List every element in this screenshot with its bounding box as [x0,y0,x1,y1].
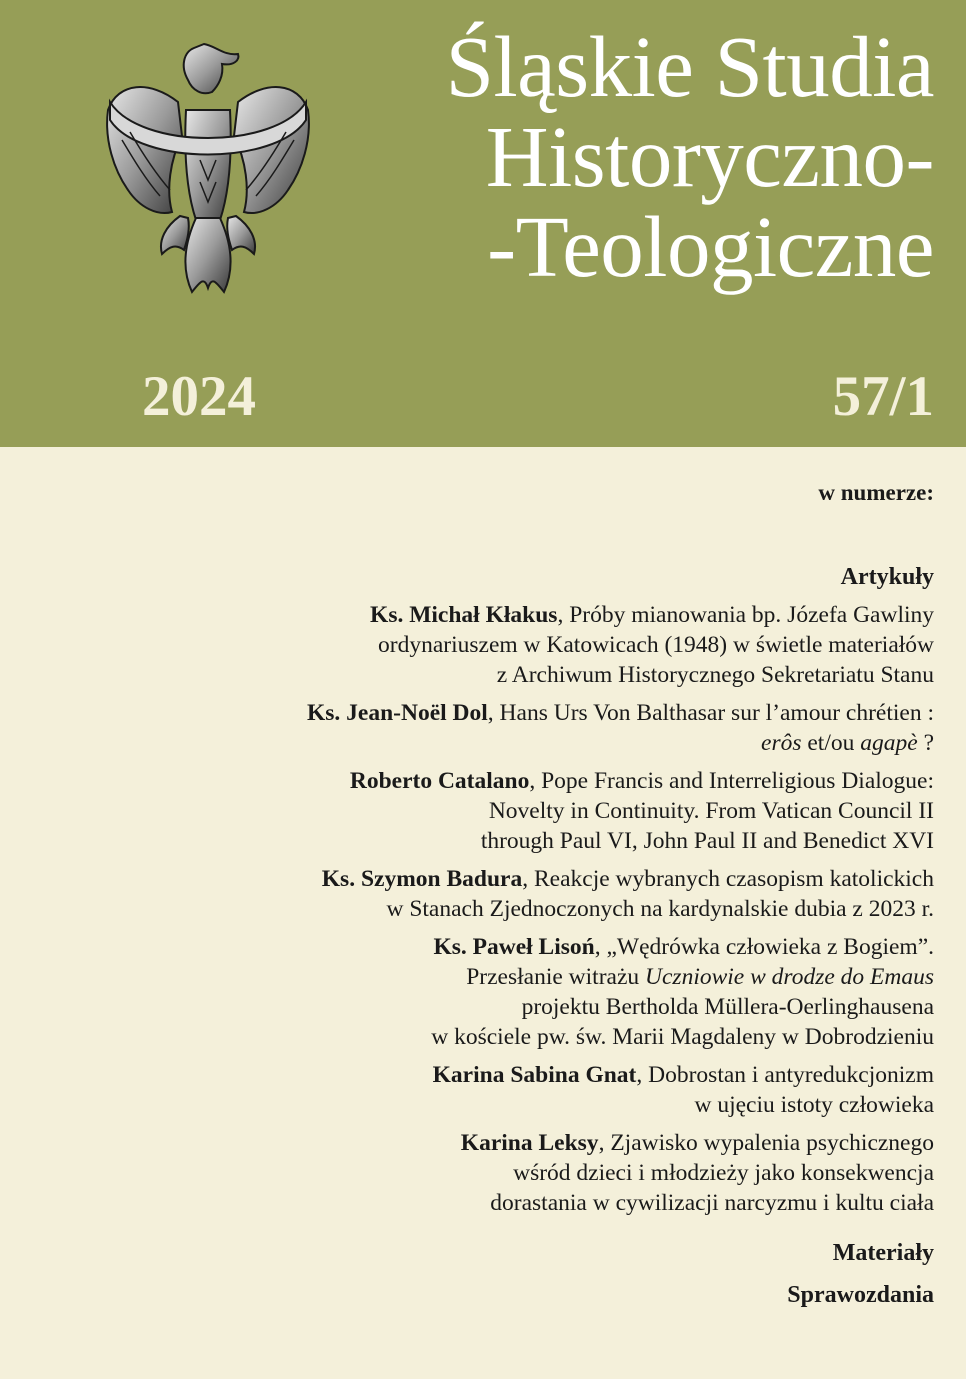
article-title: w kościele pw. św. Marii Magdaleny w Dobrodzieniu [431,1024,934,1050]
title-line: Historyczno- [485,108,934,205]
section-heading-articles: Artykuły [840,564,934,590]
title-line: -Teologiczne [487,198,934,295]
article-title: dorastania w cywilizacji narcyzmu i kultu ciała [490,1190,934,1216]
article-title-italic: agapè [860,730,918,756]
article-title: ? [917,730,934,756]
article-author: Ks. Szymon Badura [321,866,523,892]
article-entry [74,932,934,1052]
issue-number: 57/1 [832,365,934,428]
publication-year: 2024 [142,365,256,428]
table-of-contents [74,478,934,1310]
article-title: z Archiwum Historycznego Sekretariatu Stanu [496,662,934,688]
article-author: Roberto Catalano [349,768,530,794]
article-title-italic: erôs [761,730,802,756]
section-heading-materials: Materiały [832,1240,934,1266]
article-author: Ks. Michał Kłakus [370,602,558,628]
article-author: Ks. Paweł Lisoń [433,934,595,960]
article-title: w ujęciu istoty człowieka [694,1092,934,1118]
article-title: through Paul VI, John Paul II and Benedict XVI [480,828,934,854]
article-title: wśród dzieci i młodzieży jako konsekwencja [513,1160,934,1186]
article-entry [74,698,934,758]
article-author: Karina Sabina Gnat [432,1062,637,1088]
article-title: , „Wędrówka człowieka z Bogiem”. [594,934,934,960]
article-entry [74,766,934,856]
article-title: , Reakcje wybranych czasopism katolickich [522,866,934,892]
journal-title [445,18,934,295]
article-title: ordynariuszem w Katowicach (1948) w świetle materiałów [378,632,934,658]
article-title: , Dobrostan i antyredukcjonizm [636,1062,934,1088]
article-entry [74,1060,934,1120]
article-entry [74,600,934,690]
article-title: , Pope Francis and Interreligious Dialogue: [529,768,934,794]
article-title: et/ou [801,730,861,756]
article-entry [74,864,934,924]
article-title: , Próby mianowania bp. Józefa Gawliny [557,602,934,628]
article-title: Novelty in Continuity. From Vatican Council II [488,798,934,824]
article-title: projektu Bertholda Müllera-Oerlinghausena [521,994,934,1020]
silesian-eagle-icon [100,40,316,298]
article-author: Karina Leksy [460,1130,599,1156]
toc-label: w numerze: [818,480,934,505]
cover-header [0,0,966,447]
article-title: , Hans Urs Von Balthasar sur l’amour chrétien : [487,700,934,726]
article-author: Ks. Jean-Noël Dol [306,700,488,726]
article-title: , Zjawisko wypalenia psychicznego [598,1130,934,1156]
article-title-italic: Uczniowie w drodze do Emaus [645,964,934,990]
section-heading-reports: Sprawozdania [787,1282,934,1308]
article-title: Przesłanie witrażu [466,964,646,990]
article-entry [74,1128,934,1218]
title-line: Śląskie Studia [445,18,934,115]
article-title: w Stanach Zjednoczonych na kardynalskie dubia z 2023 r. [386,896,934,922]
